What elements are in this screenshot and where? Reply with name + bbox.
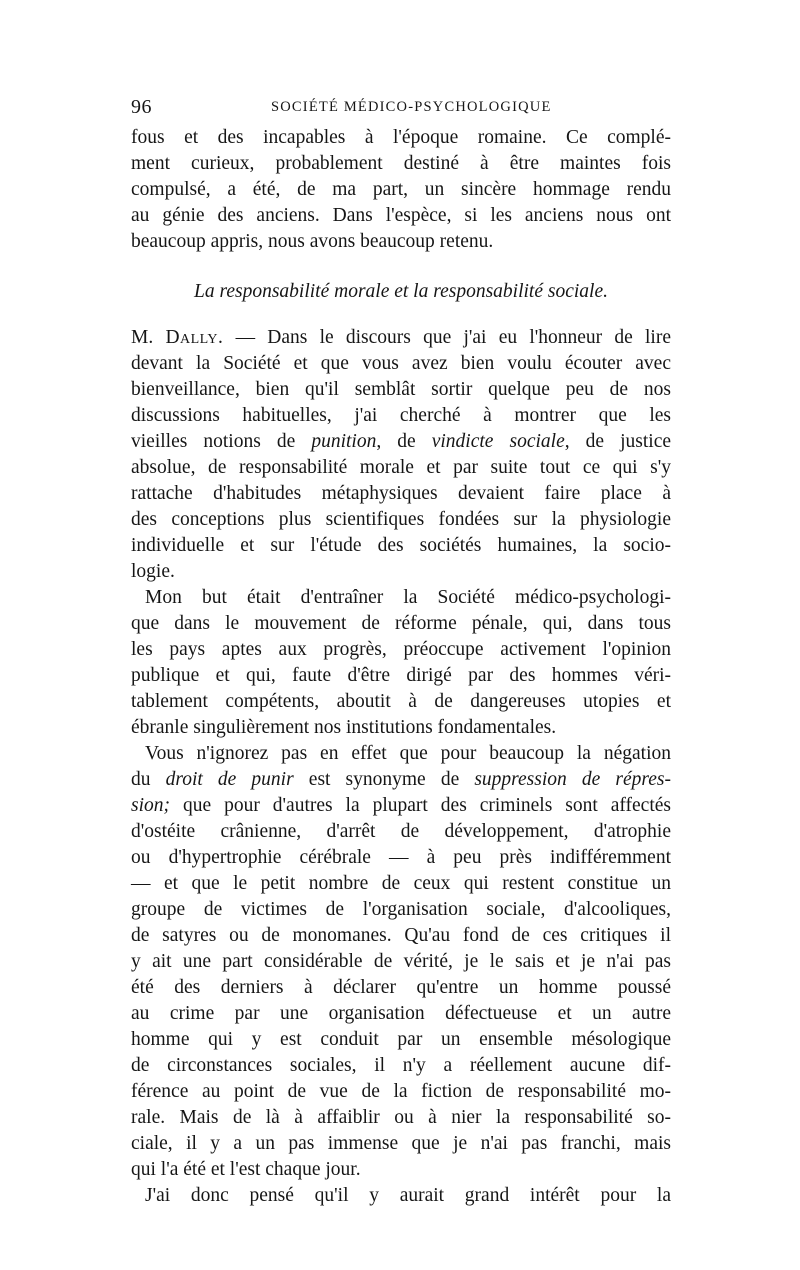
italic-term: punition xyxy=(311,431,377,452)
text-line: rattache d'habitudes métaphysiques devaient faire place à xyxy=(131,483,671,504)
speaker-line-text: — Dans le discours que j'ai eu l'honneur de lire xyxy=(235,327,671,348)
text-line: — et que le petit nombre de ceux qui restent constitue un xyxy=(131,873,671,894)
italic-term: sion; xyxy=(131,795,170,816)
text-line: rale. Mais de là à affaiblir ou à nier la responsabilité so- xyxy=(131,1107,671,1128)
text-line: ou d'hypertrophie cérébrale — à peu près indifféremment xyxy=(131,847,671,868)
section-heading: La responsabilité morale et la responsabilité sociale. xyxy=(194,281,608,302)
speaker-name: Dally. xyxy=(165,327,224,348)
text-line: logie. xyxy=(131,561,175,582)
text-line: y ait une part considérable de vérité, je le sais et je n'ai pas xyxy=(131,951,671,972)
text-line: homme qui y est conduit par un ensemble mésologique xyxy=(131,1029,671,1050)
text-line: beaucoup appris, nous avons beaucoup retenu. xyxy=(131,231,494,252)
speaker-prefix: M. xyxy=(131,327,166,348)
italic-term: suppression de répres- xyxy=(474,769,671,790)
text-line: groupe de victimes de l'organisation sociale, d'alcooliques, xyxy=(131,899,671,920)
italic-term: droit de punir xyxy=(165,769,294,790)
text-line: de satyres ou de monomanes. Qu'au fond de ces critiques il xyxy=(131,925,671,946)
text-line: au génie des anciens. Dans l'espèce, si les anciens nous ont xyxy=(131,205,671,226)
text-line-with-italics: sion; que pour d'autres la plupart des criminels sont affectés xyxy=(131,795,671,816)
paragraph-start: Mon but était d'entraîner la Société médico-psychologi- xyxy=(145,587,671,608)
text-line: fous et des incapables à l'époque romaine. Ce complé- xyxy=(131,127,671,148)
running-head xyxy=(131,96,671,120)
text-line: férence au point de vue de la fiction de responsabilité mo- xyxy=(131,1081,671,1102)
speaker-line xyxy=(131,325,671,351)
text-line: absolue, de responsabilité morale et par suite tout ce qui s'y xyxy=(131,457,671,478)
paragraph-start: Vous n'ignorez pas en effet que pour beaucoup la négation xyxy=(145,743,671,764)
running-title: SOCIÉTÉ MÉDICO-PSYCHOLOGIQUE xyxy=(271,99,552,115)
text-line: bienveillance, bien qu'il semblât sortir quelque peu de nos xyxy=(131,379,671,400)
text-line: compulsé, a été, de ma part, un sincère hommage rendu xyxy=(131,179,671,200)
text-line: qui l'a été et l'est chaque jour. xyxy=(131,1159,361,1180)
text-line: au crime par une organisation défectueuse et un autre xyxy=(131,1003,671,1024)
text-line: ébranle singulièrement nos institutions fondamentales. xyxy=(131,717,557,738)
text-line: de circonstances sociales, il n'y a réellement aucune dif- xyxy=(131,1055,671,1076)
text-line-with-italics: vieilles notions de punition, de vindicte sociale, de justice xyxy=(131,431,672,452)
text-line: les pays aptes aux progrès, préoccupe activement l'opinion xyxy=(131,639,671,660)
text-line: des conceptions plus scientifiques fondées sur la physiologie xyxy=(131,509,671,530)
text-line: d'ostéite crânienne, d'arrêt de développement, d'atrophie xyxy=(131,821,671,842)
text-line: individuelle et sur l'étude des sociétés humaines, la socio- xyxy=(131,535,671,556)
paragraph-start: J'ai donc pensé qu'il y aurait grand intérêt pour la xyxy=(145,1185,671,1206)
italic-term: vindicte sociale xyxy=(431,431,565,452)
text-line: publique et qui, faute d'être dirigé par des hommes véri- xyxy=(131,665,671,686)
text-line: que dans le mouvement de réforme pénale, qui, dans tous xyxy=(131,613,671,634)
text-line: tablement compétents, aboutit à de dangereuses utopies et xyxy=(131,691,671,712)
text-line: ciale, il y a un pas immense que je n'ai pas franchi, mais xyxy=(131,1133,671,1154)
text-line: ment curieux, probablement destiné à être maintes fois xyxy=(131,153,671,174)
text-line: été des derniers à déclarer qu'entre un homme poussé xyxy=(131,977,671,998)
page-number: 96 xyxy=(131,96,152,118)
text-line: devant la Société et que vous avez bien voulu écouter avec xyxy=(131,353,671,374)
text-line: discussions habituelles, j'ai cherché à montrer que les xyxy=(131,405,671,426)
text-line-with-italics: du droit de punir est synonyme de suppression de répres- xyxy=(131,769,671,790)
